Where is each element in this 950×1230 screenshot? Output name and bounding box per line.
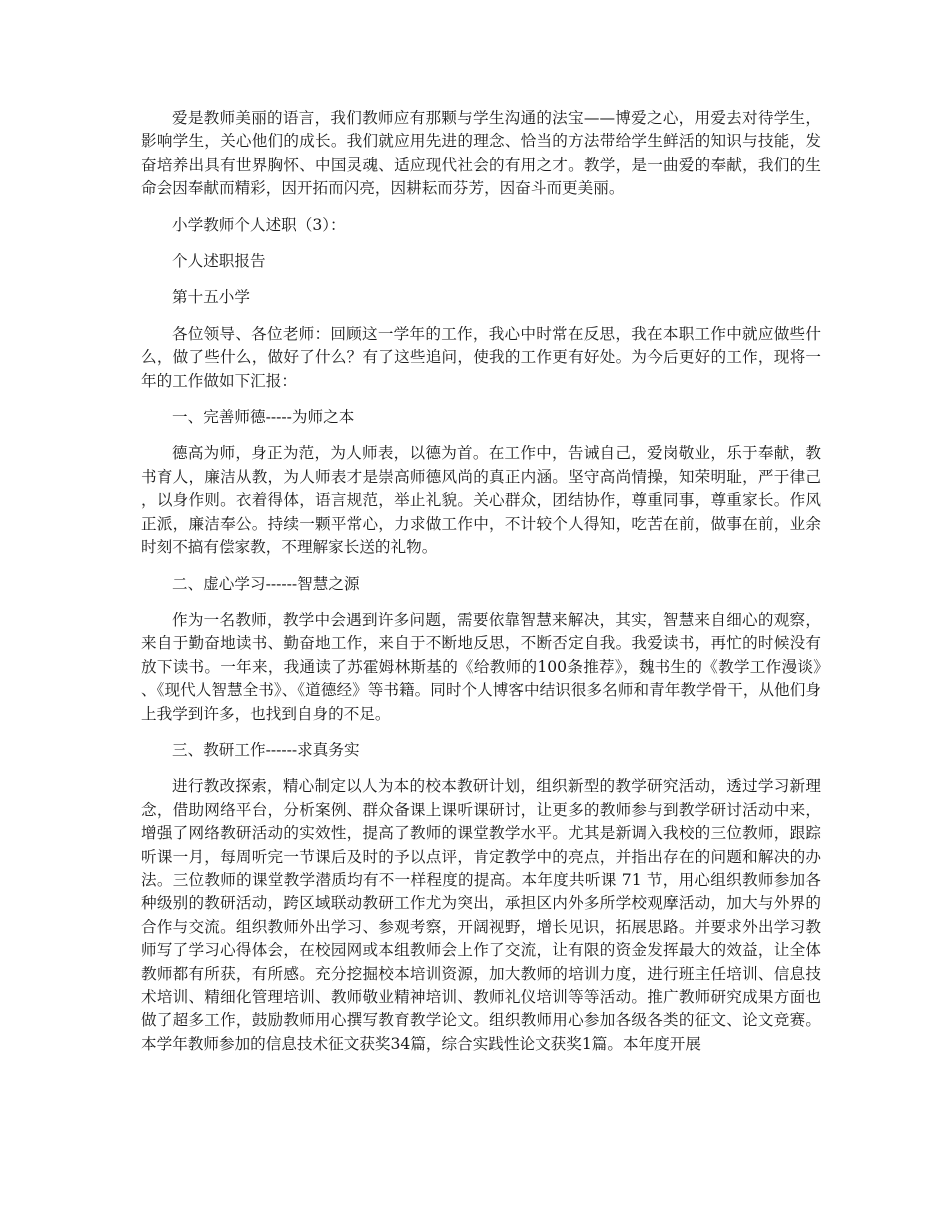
paragraph-research: 进行教改探索，精心制定以人为本的校本教研计划，组织新型的教学研究活动，透过学习新理念，借助网络平台，分析案例、群众备课上课听课研讨，让更多的教师参与到教学研讨活动中来，增强了网络教研活动的实效性，提高了教师的课堂教学水平。尤其是新调入我校的三位教师，跟踪听课一月，每周听完一节课后及时的予以点评，肯定教学中的亮点，并指出存在的问题和解决的办法。三位教师的课堂教学潜质均有不一样程度的提高。本年度共听课 71 节，用心组织教师参加各种级别的教研活动，跨区域联动教研工作尤为突出，承担区内外多所学校观摩活动，加大与外界的合作与交流。组织教师外出学习、参观考察，开阔视野，增长见识，拓展思路。并要求外出学习教师写了学习心得体会，在校园网或本组教师会上作了交流，让有限的资金发挥最大的效益，让全体教师都有所获，有所感。充分挖掘校本培训资源，加大教师的培训力度，进行班主任培训、信息技术培训、精细化管理培训、教师敬业精神培训、教师礼仪培训等等活动。推广教师研究成果方面也做了超多工作，鼓励教师用心撰写教育教学论文。组织教师用心参加各级各类的征文、论文竞赛。本学年教师参加的信息技术征文获奖34篇，综合实践性论文获奖1篇。本年度开展 — [141, 777, 821, 1053]
document-body — [141, 107, 821, 1069]
paragraph-intro: 爱是教师美丽的语言，我们教师应有那颗与学生沟通的法宝——博爱之心，用爱去对待学生，影响学生，关心他们的成长。我们就应用先进的理念、恰当的方法带给学生鲜活的知识与技能，发奋培养出具有世界胸怀、中国灵魂、适应现代社会的有用之才。教学，是一曲爱的奉献，我们的生命会因奉献而精彩，因开拓而闪亮，因耕耘而芬芳，因奋斗而更美丽。 — [141, 109, 821, 198]
paragraph-ethics: 德高为师，身正为范，为人师表，以德为首。在工作中，告诫自己，爱岗敬业，乐于奉献，教书育人，廉洁从教，为人师表才是崇高师德风尚的真正内涵。坚守高尚情操，知荣明耻，严于律己，以身作则。衣着得体，语言规范，举止礼貌。关心群众，团结协作，尊重同事，尊重家长。作风正派，廉洁奉公。持续一颗平常心，力求做工作中，不计较个人得知，吃苦在前，做事在前，业余时刻不搞有偿家教，不理解家长送的礼物。 — [141, 444, 821, 557]
heading-study: 二、虚心学习------智慧之源 — [172, 574, 360, 593]
school-name: 第十五小学 — [172, 288, 250, 307]
section-title: 小学教师个人述职（3）： — [172, 215, 346, 234]
paragraph-greeting: 各位领导、各位老师：回顾这一学年的工作，我心中时常在反思，我在本职工作中就应做些什么，做了些什么，做好了什么？有了这些追问，使我的工作更有好处。为今后更好的工作，现将一年的工作做如下汇报： — [141, 324, 821, 390]
heading-research: 三、教研工作------求真务实 — [172, 740, 360, 759]
report-title: 个人述职报告 — [172, 252, 266, 271]
paragraph-study: 作为一名教师，教学中会遇到许多问题，需要依靠智慧来解决，其实，智慧来自细心的观察，来自于勤奋地读书、勤奋地工作，来自于不断地反思，不断否定自我。我爱读书，再忙的时候没有放下读书。一年来，我通读了苏霍姆林斯基的《给教师的100条推荐》，魏书生的《教学工作漫谈》、《现代人智慧全书》、《道德经》等书籍。同时个人博客中结识很多名师和青年教学骨干，从他们身上我学到许多，也找到自身的不足。 — [141, 610, 821, 723]
heading-ethics: 一、完善师德-----为师之本 — [172, 408, 355, 427]
